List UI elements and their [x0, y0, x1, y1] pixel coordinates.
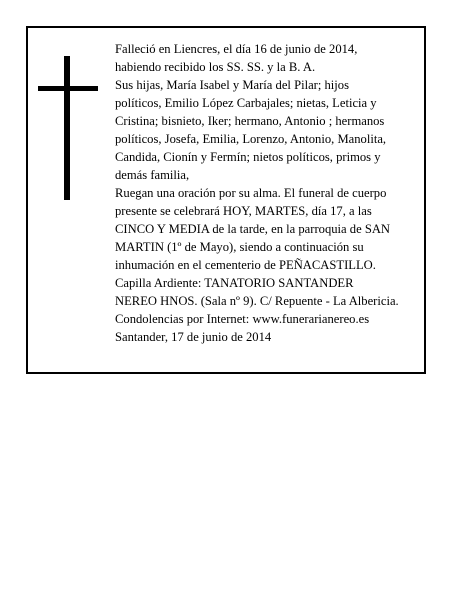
obituary-line: Sus hijas, María Isabel y María del Pilar; hijos — [115, 78, 349, 92]
obituary-line: políticos, Josefa, Emilia, Lorenzo, Antonio, Manolita, — [115, 132, 387, 146]
obituary-line: Cristina; bisnieto, Iker; hermano, Antonio ; hermanos — [115, 114, 385, 128]
obituary-text — [115, 40, 423, 346]
obituary-line: Condolencias por Internet: www.funerarianereo.es — [115, 312, 370, 326]
obituary-line: presente se celebrará HOY, MARTES, día 17, a las — [115, 204, 372, 218]
obituary-line: NEREO HNOS. (Sala nº 9). C/ Repuente - La Albericia. — [115, 294, 399, 308]
cross-vertical-bar — [64, 56, 70, 200]
obituary-line: CINCO Y MEDIA de la tarde, en la parroquia de SAN — [115, 222, 391, 236]
cross-horizontal-bar — [38, 86, 98, 91]
obituary-line: Candida, Cionín y Fermín; nietos políticos, primos y — [115, 150, 381, 164]
obituary-line: Capilla Ardiente: TANATORIO SANTANDER — [115, 276, 354, 290]
obituary-notice — [26, 26, 426, 374]
obituary-line: habiendo recibido los SS. SS. y la B. A. — [115, 60, 316, 74]
obituary-line: MARTIN (1º de Mayo), siendo a continuación su — [115, 240, 364, 254]
obituary-line: Falleció en Liencres, el día 16 de junio de 2014, — [115, 42, 358, 56]
obituary-line: demás familia, — [115, 168, 190, 182]
cross-icon — [38, 56, 98, 200]
obituary-line: políticos, Emilio López Carbajales; nietas, Leticia y — [115, 96, 377, 110]
obituary-line: Santander, 17 de junio de 2014 — [115, 330, 272, 344]
obituary-line: Ruegan una oración por su alma. El funeral de cuerpo — [115, 186, 387, 200]
obituary-line: inhumación en el cementerio de PEÑACASTILLO. — [115, 258, 376, 272]
